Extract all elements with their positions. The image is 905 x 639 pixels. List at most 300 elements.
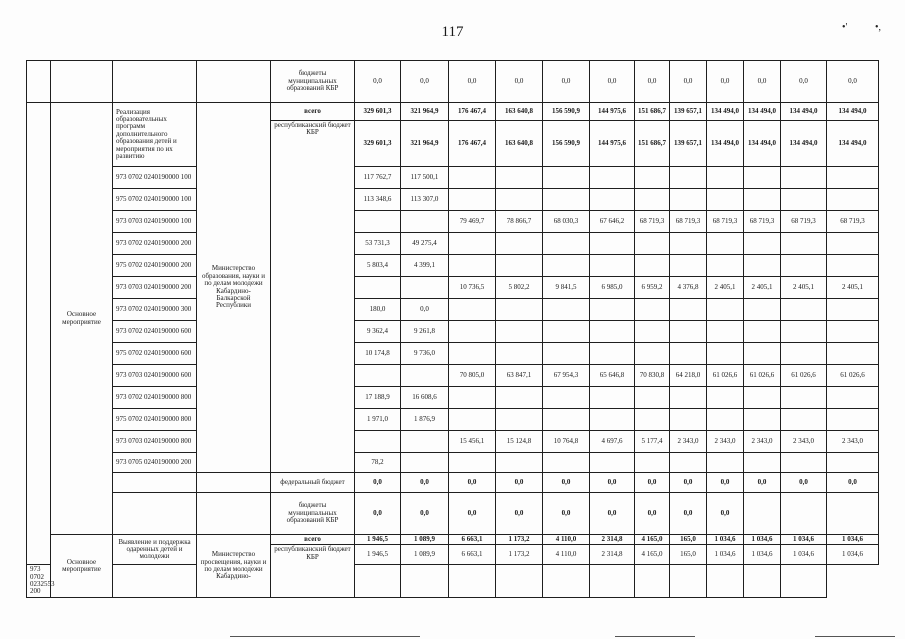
value-cell: 113 307,0	[401, 189, 449, 211]
value-cell: 2 405,1	[781, 277, 827, 299]
value-cell	[827, 387, 879, 409]
table-row	[27, 189, 879, 211]
table-row	[27, 277, 879, 299]
value-cell: 5 177,4	[635, 431, 670, 453]
value-cell	[449, 167, 496, 189]
empty-cell	[781, 565, 827, 597]
value-cell: 1 034,6	[781, 535, 827, 545]
value-cell	[744, 453, 781, 473]
value-cell	[355, 277, 401, 299]
value-cell	[670, 233, 707, 255]
scan-artifact-line	[815, 636, 895, 637]
value-cell: 0,0	[496, 473, 543, 493]
value-cell: 2 343,0	[670, 431, 707, 453]
value-cell: 0,0	[781, 473, 827, 493]
value-cell: 0,0	[449, 493, 496, 535]
value-cell	[543, 409, 590, 431]
empty-cell	[51, 61, 113, 103]
value-cell	[590, 299, 635, 321]
value-cell: 5 803,4	[355, 255, 401, 277]
value-cell: 0,0	[449, 61, 496, 103]
value-cell	[744, 321, 781, 343]
value-cell: 163 640,8	[496, 121, 543, 167]
value-cell: 0,0	[744, 61, 781, 103]
value-cell: 151 686,7	[635, 103, 670, 121]
value-cell: 68 719,3	[744, 211, 781, 233]
value-cell	[781, 189, 827, 211]
value-cell: 113 348,6	[355, 189, 401, 211]
table-row	[27, 453, 879, 473]
value-cell: 134 494,0	[827, 121, 879, 167]
value-cell	[781, 387, 827, 409]
value-cell: 1 034,6	[744, 545, 781, 565]
budget-code: 973 0702 0240190000 600	[113, 321, 197, 343]
empty-cell	[113, 61, 197, 103]
value-cell	[827, 299, 879, 321]
value-cell	[590, 189, 635, 211]
value-cell: 1 034,6	[827, 545, 879, 565]
empty-cell	[113, 473, 197, 493]
value-cell	[827, 233, 879, 255]
value-cell: 144 975,6	[590, 121, 635, 167]
budget-code: 975 0702 0240190000 600	[113, 343, 197, 365]
value-cell	[496, 343, 543, 365]
value-cell	[590, 387, 635, 409]
value-cell	[670, 299, 707, 321]
value-cell	[670, 387, 707, 409]
value-cell: 1 971,0	[355, 409, 401, 431]
value-cell: 0,0	[355, 473, 401, 493]
value-cell: 61 026,6	[707, 365, 744, 387]
value-cell	[744, 255, 781, 277]
value-cell: 156 590,9	[543, 103, 590, 121]
value-cell	[827, 409, 879, 431]
value-cell: 1 034,6	[781, 545, 827, 565]
value-cell: 2 343,0	[781, 431, 827, 453]
value-cell	[781, 167, 827, 189]
budget-code: 973 0703 0240190000 600	[113, 365, 197, 387]
value-cell: 2 343,0	[707, 431, 744, 453]
value-cell	[401, 277, 449, 299]
table-row	[27, 409, 879, 431]
value-cell: 0,0	[590, 61, 635, 103]
empty-cell	[197, 493, 271, 535]
value-cell: 68 719,3	[670, 211, 707, 233]
value-cell	[543, 343, 590, 365]
value-cell: 2 343,0	[744, 431, 781, 453]
value-cell	[744, 493, 781, 535]
value-cell	[707, 255, 744, 277]
source-label: всего	[271, 535, 355, 545]
value-cell	[401, 211, 449, 233]
value-cell	[635, 321, 670, 343]
empty-cell	[635, 565, 670, 597]
value-cell	[496, 453, 543, 473]
value-cell: 0,0	[355, 61, 401, 103]
value-cell: 63 847,1	[496, 365, 543, 387]
empty-cell	[670, 565, 707, 597]
value-cell	[744, 189, 781, 211]
value-cell: 6 959,2	[635, 277, 670, 299]
value-cell	[707, 233, 744, 255]
value-cell: 1 034,6	[707, 535, 744, 545]
budget-table	[26, 60, 879, 598]
value-cell: 134 494,0	[707, 103, 744, 121]
value-cell: 4 165,0	[635, 535, 670, 545]
value-cell	[355, 211, 401, 233]
value-cell: 2 405,1	[827, 277, 879, 299]
table-row	[27, 233, 879, 255]
value-cell	[401, 431, 449, 453]
value-cell: 61 026,6	[781, 365, 827, 387]
value-cell: 117 762,7	[355, 167, 401, 189]
value-cell	[496, 255, 543, 277]
value-cell	[590, 453, 635, 473]
value-cell	[449, 299, 496, 321]
event-name: Выявление и поддержка одаренных детей и молодежи	[113, 535, 197, 565]
value-cell: 0,0	[496, 61, 543, 103]
value-cell	[355, 365, 401, 387]
value-cell: 2 405,1	[707, 277, 744, 299]
table-row	[27, 167, 879, 189]
value-cell: 134 494,0	[827, 103, 879, 121]
value-cell: 321 964,9	[401, 103, 449, 121]
value-cell: 68 719,3	[781, 211, 827, 233]
value-cell: 165,0	[670, 535, 707, 545]
value-cell	[590, 321, 635, 343]
value-cell	[827, 493, 879, 535]
value-cell	[543, 233, 590, 255]
value-cell: 0,0	[827, 473, 879, 493]
value-cell: 15 456,1	[449, 431, 496, 453]
source-label: всего	[271, 103, 355, 121]
value-cell: 1 089,9	[401, 535, 449, 545]
value-cell: 0,0	[543, 493, 590, 535]
value-cell: 0,0	[635, 493, 670, 535]
value-cell: 0,0	[449, 473, 496, 493]
value-cell: 0,0	[781, 61, 827, 103]
value-cell	[707, 189, 744, 211]
ministry-name: Министерство просвещения, науки и по делам молодежи Кабардино-	[197, 535, 271, 598]
value-cell	[707, 299, 744, 321]
empty-cell	[401, 565, 449, 597]
value-cell: 0,0	[670, 493, 707, 535]
value-cell: 10 174,8	[355, 343, 401, 365]
value-cell	[543, 167, 590, 189]
value-cell: 1 946,5	[355, 545, 401, 565]
value-cell: 68 719,3	[707, 211, 744, 233]
value-cell	[781, 343, 827, 365]
value-cell: 70 830,8	[635, 365, 670, 387]
table-row	[27, 473, 879, 493]
source-label: республиканский бюджет КБР	[271, 545, 355, 597]
value-cell: 10 736,5	[449, 277, 496, 299]
value-cell	[781, 321, 827, 343]
value-cell	[496, 167, 543, 189]
value-cell: 61 026,6	[744, 365, 781, 387]
table-row	[27, 431, 879, 453]
value-cell	[401, 453, 449, 473]
value-cell: 176 467,4	[449, 103, 496, 121]
value-cell: 329 601,3	[355, 103, 401, 121]
value-cell: 139 657,1	[670, 103, 707, 121]
value-cell: 2 314,8	[590, 535, 635, 545]
value-cell: 0,0	[744, 473, 781, 493]
value-cell: 1 173,2	[496, 535, 543, 545]
value-cell	[670, 255, 707, 277]
value-cell: 176 467,4	[449, 121, 496, 167]
table-row	[27, 365, 879, 387]
value-cell: 0,0	[543, 61, 590, 103]
value-cell	[707, 387, 744, 409]
source-label: бюджеты муниципальных образований КБР	[271, 61, 355, 103]
value-cell	[401, 365, 449, 387]
value-cell	[670, 189, 707, 211]
value-cell: 1 034,6	[707, 545, 744, 565]
scan-artifact-line	[615, 636, 695, 637]
value-cell: 117 500,1	[401, 167, 449, 189]
value-cell	[670, 167, 707, 189]
value-cell	[355, 431, 401, 453]
value-cell: 151 686,7	[635, 121, 670, 167]
empty-cell	[113, 565, 197, 597]
value-cell: 0,0	[707, 493, 744, 535]
value-cell	[827, 255, 879, 277]
empty-cell	[744, 565, 781, 597]
value-cell	[543, 321, 590, 343]
value-cell	[543, 255, 590, 277]
value-cell	[707, 409, 744, 431]
value-cell	[449, 321, 496, 343]
value-cell	[670, 453, 707, 473]
value-cell	[543, 299, 590, 321]
value-cell	[707, 343, 744, 365]
value-cell: 0,0	[670, 473, 707, 493]
value-cell: 0,0	[590, 473, 635, 493]
source-label: федеральный бюджет	[271, 473, 355, 493]
value-cell	[635, 167, 670, 189]
value-cell	[590, 343, 635, 365]
value-cell: 0,0	[707, 61, 744, 103]
budget-code: 973 0702 0240190000 100	[113, 167, 197, 189]
value-cell	[449, 453, 496, 473]
value-cell: 1 034,6	[744, 535, 781, 545]
value-cell: 0,0	[401, 61, 449, 103]
value-cell: 5 802,2	[496, 277, 543, 299]
value-cell	[827, 167, 879, 189]
value-cell: 4 697,6	[590, 431, 635, 453]
value-cell: 1 089,9	[401, 545, 449, 565]
value-cell: 1 034,6	[827, 535, 879, 545]
value-cell	[744, 343, 781, 365]
value-cell: 64 218,0	[670, 365, 707, 387]
value-cell: 65 646,8	[590, 365, 635, 387]
value-cell: 4 165,0	[635, 545, 670, 565]
value-cell	[590, 255, 635, 277]
value-cell	[590, 233, 635, 255]
source-label: бюджеты муниципальных образований КБР	[271, 493, 355, 535]
value-cell: 0,0	[401, 473, 449, 493]
value-cell: 9 362,4	[355, 321, 401, 343]
value-cell	[670, 409, 707, 431]
value-cell: 53 731,3	[355, 233, 401, 255]
value-cell: 4 399,1	[401, 255, 449, 277]
value-cell	[781, 409, 827, 431]
value-cell: 134 494,0	[744, 103, 781, 121]
value-cell: 49 275,4	[401, 233, 449, 255]
value-cell	[635, 189, 670, 211]
corner-mark: •,	[875, 22, 882, 33]
value-cell	[449, 343, 496, 365]
value-cell	[781, 453, 827, 473]
table-row	[27, 255, 879, 277]
value-cell: 0,0	[827, 61, 879, 103]
value-cell: 0,0	[543, 473, 590, 493]
table-row	[27, 299, 879, 321]
budget-code: 973 0702 0240190000 800	[113, 387, 197, 409]
budget-code: 973 0702 0240190000 200	[113, 233, 197, 255]
value-cell: 0,0	[670, 61, 707, 103]
value-cell	[827, 189, 879, 211]
value-cell	[449, 387, 496, 409]
value-cell: 2 343,0	[827, 431, 879, 453]
value-cell: 0,0	[590, 493, 635, 535]
budget-code: 973 0703 0240190000 800	[113, 431, 197, 453]
value-cell: 134 494,0	[781, 103, 827, 121]
value-cell	[670, 321, 707, 343]
value-cell	[496, 409, 543, 431]
source-label: республиканский бюджет КБР	[271, 121, 355, 473]
page-number: 117	[441, 24, 464, 40]
empty-cell	[113, 493, 197, 535]
value-cell	[449, 189, 496, 211]
value-cell	[635, 233, 670, 255]
budget-code: 975 0702 0240190000 200	[113, 255, 197, 277]
value-cell: 17 188,9	[355, 387, 401, 409]
value-cell	[496, 233, 543, 255]
value-cell	[781, 233, 827, 255]
empty-cell	[707, 565, 744, 597]
event-type-label: Основное мероприятие	[51, 535, 113, 598]
empty-cell	[27, 103, 51, 565]
value-cell	[449, 233, 496, 255]
ministry-name: Министерство образования, науки и по делам молодежи Кабардино-Балкарской Республики	[197, 103, 271, 473]
value-cell: 134 494,0	[707, 121, 744, 167]
value-cell	[827, 343, 879, 365]
value-cell: 15 124,8	[496, 431, 543, 453]
value-cell: 4 376,8	[670, 277, 707, 299]
value-cell: 6 663,1	[449, 545, 496, 565]
value-cell: 0,0	[355, 493, 401, 535]
value-cell: 156 590,9	[543, 121, 590, 167]
value-cell: 9 736,0	[401, 343, 449, 365]
empty-cell	[355, 565, 401, 597]
value-cell: 9 261,8	[401, 321, 449, 343]
value-cell	[543, 189, 590, 211]
value-cell	[635, 453, 670, 473]
value-cell: 78 866,7	[496, 211, 543, 233]
budget-code: 973 0703 0240190000 100	[113, 211, 197, 233]
value-cell: 6 663,1	[449, 535, 496, 545]
budget-code: 975 0702 0240190000 800	[113, 409, 197, 431]
table-row	[27, 535, 879, 545]
value-cell: 163 640,8	[496, 103, 543, 121]
value-cell: 9 841,5	[543, 277, 590, 299]
value-cell: 10 764,8	[543, 431, 590, 453]
value-cell: 0,0	[635, 61, 670, 103]
value-cell	[496, 387, 543, 409]
value-cell: 134 494,0	[781, 121, 827, 167]
scan-artifact-line	[230, 636, 420, 637]
event-type-label: Основное мероприятие	[51, 103, 113, 535]
table-row	[27, 565, 879, 597]
value-cell	[496, 189, 543, 211]
value-cell	[635, 299, 670, 321]
value-cell	[744, 233, 781, 255]
budget-code: 973 0702 0232553 200	[27, 565, 51, 597]
value-cell	[635, 343, 670, 365]
value-cell: 0,0	[635, 473, 670, 493]
value-cell	[707, 321, 744, 343]
value-cell	[635, 255, 670, 277]
budget-code: 973 0702 0240190000 300	[113, 299, 197, 321]
value-cell: 68 030,3	[543, 211, 590, 233]
empty-cell	[590, 565, 635, 597]
value-cell: 134 494,0	[744, 121, 781, 167]
value-cell	[543, 387, 590, 409]
value-cell: 144 975,6	[590, 103, 635, 121]
value-cell	[744, 409, 781, 431]
value-cell: 16 608,6	[401, 387, 449, 409]
value-cell	[590, 409, 635, 431]
value-cell	[496, 321, 543, 343]
value-cell	[827, 321, 879, 343]
value-cell	[670, 343, 707, 365]
value-cell: 1 946,5	[355, 535, 401, 545]
value-cell: 180,0	[355, 299, 401, 321]
value-cell: 165,0	[670, 545, 707, 565]
value-cell: 68 719,3	[635, 211, 670, 233]
value-cell: 329 601,3	[355, 121, 401, 167]
value-cell	[635, 387, 670, 409]
value-cell	[781, 299, 827, 321]
empty-cell	[197, 61, 271, 103]
value-cell: 2 314,8	[590, 545, 635, 565]
value-cell: 4 110,0	[543, 535, 590, 545]
table-row	[27, 321, 879, 343]
budget-code: 973 0703 0240190000 200	[113, 277, 197, 299]
value-cell: 1 173,2	[496, 545, 543, 565]
value-cell: 67 646,2	[590, 211, 635, 233]
table-row	[27, 61, 879, 103]
table-row	[27, 493, 879, 535]
value-cell	[449, 255, 496, 277]
value-cell	[744, 299, 781, 321]
value-cell	[781, 255, 827, 277]
table-row	[27, 211, 879, 233]
empty-cell	[543, 565, 590, 597]
value-cell: 6 985,0	[590, 277, 635, 299]
value-cell	[590, 167, 635, 189]
value-cell: 2 405,1	[744, 277, 781, 299]
empty-cell	[27, 61, 51, 103]
value-cell	[707, 453, 744, 473]
value-cell	[496, 299, 543, 321]
value-cell: 1 876,9	[401, 409, 449, 431]
empty-cell	[449, 565, 496, 597]
value-cell: 70 805,0	[449, 365, 496, 387]
table-row	[27, 387, 879, 409]
